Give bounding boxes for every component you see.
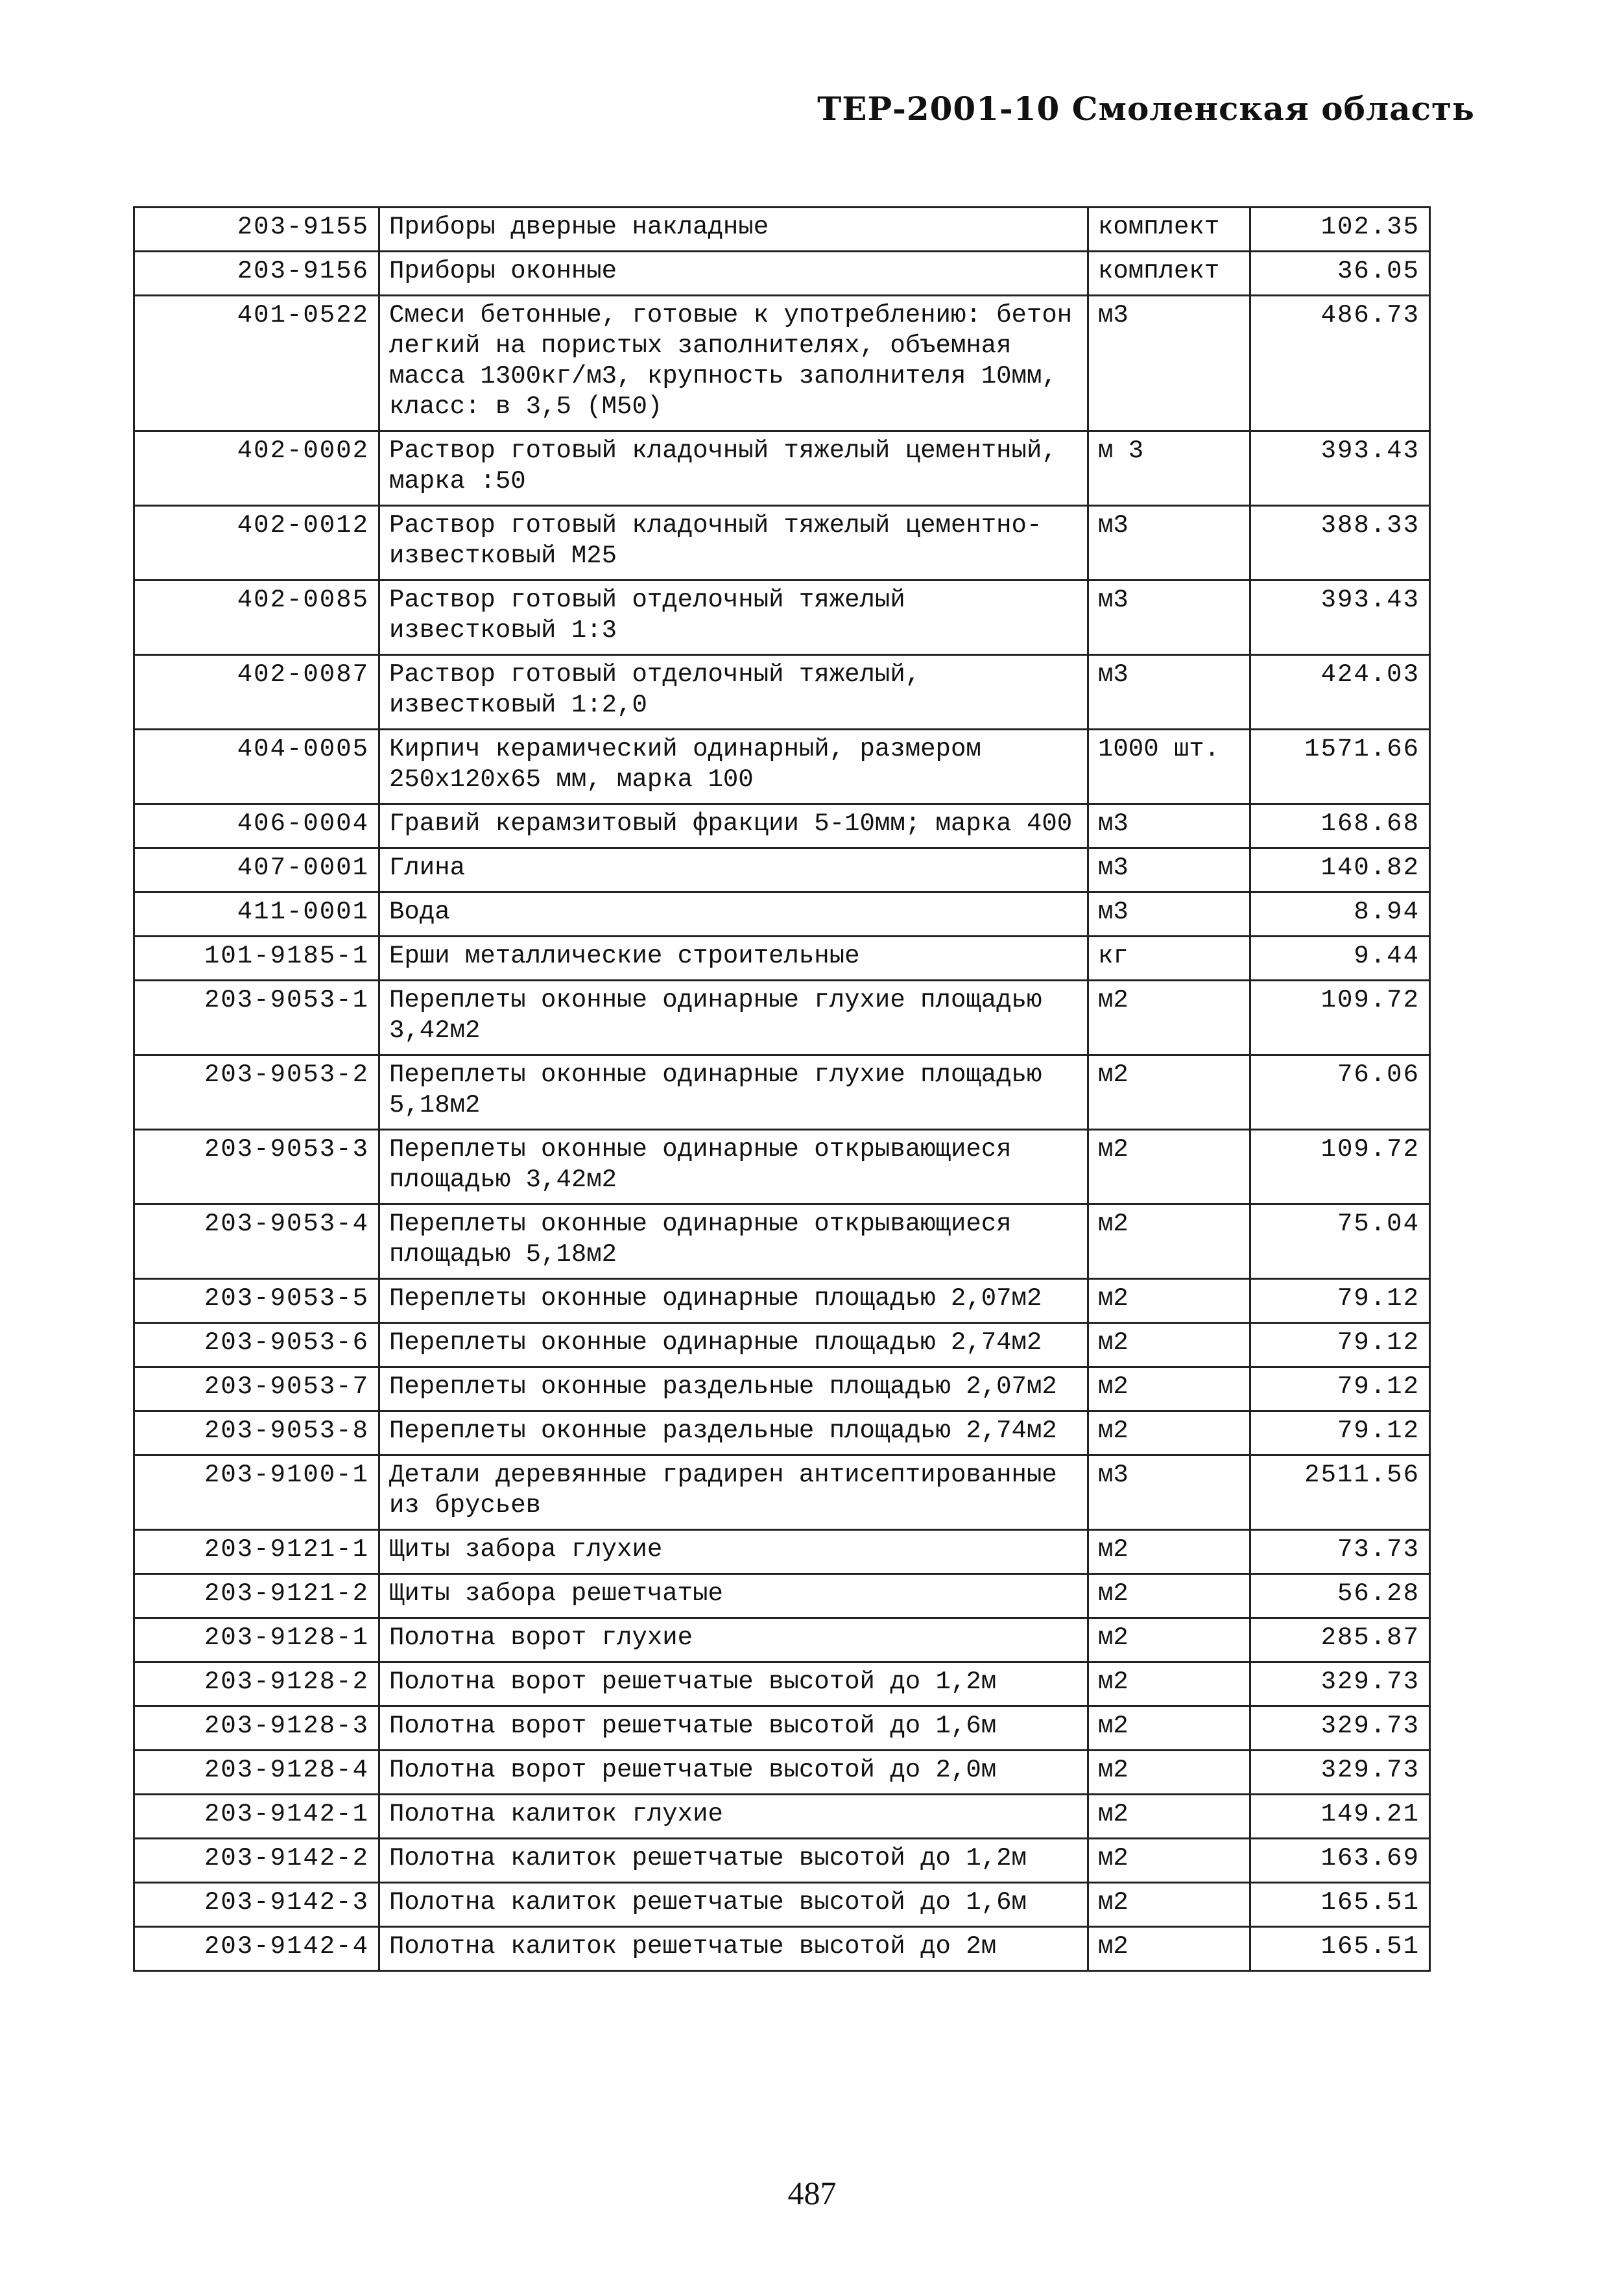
unit-cell: м2 xyxy=(1088,981,1250,1055)
name-cell: Щиты забора решетчатые xyxy=(379,1574,1088,1618)
price-cell: 424.03 xyxy=(1250,655,1430,730)
price-cell: 109.72 xyxy=(1250,981,1430,1055)
table-row xyxy=(134,1455,1430,1530)
name-cell: Раствор готовый отделочный тяжелый, известковый 1:2,0 xyxy=(379,655,1088,730)
table-row xyxy=(134,208,1430,252)
table-row xyxy=(134,937,1430,981)
price-cell: 393.43 xyxy=(1250,431,1430,506)
name-cell: Переплеты оконные одинарные площадью 2,74м2 xyxy=(379,1323,1088,1367)
table-row xyxy=(134,296,1430,431)
price-table-body xyxy=(134,208,1430,1971)
table-row xyxy=(134,1411,1430,1455)
unit-cell: м2 xyxy=(1088,1323,1250,1367)
name-cell: Смеси бетонные, готовые к употреблению: бетон легкий на пористых заполнителях, объемная масса 1300кг/м3, крупность заполнителя 10мм, класс: в 3,5 (М50) xyxy=(379,296,1088,431)
table-row xyxy=(134,1574,1430,1618)
table-row xyxy=(134,1706,1430,1751)
code-cell: 203-9128-4 xyxy=(134,1751,379,1795)
table-row xyxy=(134,1662,1430,1706)
price-cell: 102.35 xyxy=(1250,208,1430,252)
unit-cell: м2 xyxy=(1088,1839,1250,1883)
price-cell: 79.12 xyxy=(1250,1323,1430,1367)
table-row xyxy=(134,1279,1430,1323)
name-cell: Приборы дверные накладные xyxy=(379,208,1088,252)
price-table xyxy=(133,206,1431,1972)
unit-cell: м3 xyxy=(1088,1455,1250,1530)
unit-cell: кг xyxy=(1088,937,1250,981)
unit-cell: м2 xyxy=(1088,1883,1250,1927)
name-cell: Щиты забора глухие xyxy=(379,1530,1088,1574)
unit-cell: м2 xyxy=(1088,1927,1250,1971)
code-cell: 203-9121-1 xyxy=(134,1530,379,1574)
price-cell: 73.73 xyxy=(1250,1530,1430,1574)
unit-cell: м3 xyxy=(1088,655,1250,730)
price-cell: 149.21 xyxy=(1250,1795,1430,1839)
table-row xyxy=(134,1367,1430,1411)
code-cell: 406-0004 xyxy=(134,804,379,848)
name-cell: Гравий керамзитовый фракции 5-10мм; марка 400 xyxy=(379,804,1088,848)
name-cell: Полотна ворот решетчатые высотой до 1,6м xyxy=(379,1706,1088,1751)
code-cell: 203-9100-1 xyxy=(134,1455,379,1530)
name-cell: Ерши металлические строительные xyxy=(379,937,1088,981)
unit-cell: м 3 xyxy=(1088,431,1250,506)
table-row xyxy=(134,1795,1430,1839)
table-row xyxy=(134,848,1430,892)
unit-cell: м3 xyxy=(1088,506,1250,580)
code-cell: 203-9156 xyxy=(134,252,379,296)
unit-cell: комплект xyxy=(1088,208,1250,252)
code-cell: 203-9053-3 xyxy=(134,1130,379,1204)
code-cell: 203-9053-7 xyxy=(134,1367,379,1411)
code-cell: 203-9142-2 xyxy=(134,1839,379,1883)
code-cell: 203-9053-4 xyxy=(134,1204,379,1279)
price-cell: 36.05 xyxy=(1250,252,1430,296)
price-cell: 140.82 xyxy=(1250,848,1430,892)
table-row xyxy=(134,804,1430,848)
unit-cell: м2 xyxy=(1088,1204,1250,1279)
price-cell: 388.33 xyxy=(1250,506,1430,580)
name-cell: Полотна ворот решетчатые высотой до 2,0м xyxy=(379,1751,1088,1795)
price-cell: 165.51 xyxy=(1250,1883,1430,1927)
name-cell: Переплеты оконные одинарные открывающиеся площадью 5,18м2 xyxy=(379,1204,1088,1279)
table-row xyxy=(134,580,1430,655)
code-cell: 404-0005 xyxy=(134,730,379,804)
name-cell: Полотна калиток глухие xyxy=(379,1795,1088,1839)
table-row xyxy=(134,655,1430,730)
code-cell: 203-9142-1 xyxy=(134,1795,379,1839)
price-cell: 56.28 xyxy=(1250,1574,1430,1618)
code-cell: 203-9128-3 xyxy=(134,1706,379,1751)
price-cell: 8.94 xyxy=(1250,892,1430,937)
code-cell: 402-0085 xyxy=(134,580,379,655)
code-cell: 203-9053-5 xyxy=(134,1279,379,1323)
price-cell: 79.12 xyxy=(1250,1411,1430,1455)
price-table-container xyxy=(133,206,1429,1972)
code-cell: 203-9142-4 xyxy=(134,1927,379,1971)
table-row xyxy=(134,1839,1430,1883)
code-cell: 401-0522 xyxy=(134,296,379,431)
table-row xyxy=(134,1751,1430,1795)
name-cell: Переплеты оконные одинарные глухие площадью 3,42м2 xyxy=(379,981,1088,1055)
unit-cell: м2 xyxy=(1088,1751,1250,1795)
code-cell: 203-9128-2 xyxy=(134,1662,379,1706)
unit-cell: м2 xyxy=(1088,1618,1250,1662)
code-cell: 203-9053-2 xyxy=(134,1055,379,1130)
name-cell: Переплеты оконные одинарные площадью 2,07м2 xyxy=(379,1279,1088,1323)
page-number: 487 xyxy=(787,2175,837,2211)
table-row xyxy=(134,1055,1430,1130)
code-cell: 402-0087 xyxy=(134,655,379,730)
name-cell: Переплеты оконные раздельные площадью 2,07м2 xyxy=(379,1367,1088,1411)
price-cell: 76.06 xyxy=(1250,1055,1430,1130)
name-cell: Раствор готовый кладочный тяжелый цементный, марка :50 xyxy=(379,431,1088,506)
code-cell: 203-9053-8 xyxy=(134,1411,379,1455)
name-cell: Переплеты оконные одинарные открывающиеся площадью 3,42м2 xyxy=(379,1130,1088,1204)
price-cell: 79.12 xyxy=(1250,1367,1430,1411)
name-cell: Приборы оконные xyxy=(379,252,1088,296)
table-row xyxy=(134,1130,1430,1204)
price-cell: 329.73 xyxy=(1250,1706,1430,1751)
unit-cell: м3 xyxy=(1088,580,1250,655)
page-header-title: ТЕР-2001-10 Смоленская область xyxy=(817,90,1475,128)
table-row xyxy=(134,981,1430,1055)
code-cell: 203-9121-2 xyxy=(134,1574,379,1618)
price-cell: 9.44 xyxy=(1250,937,1430,981)
name-cell: Вода xyxy=(379,892,1088,937)
name-cell: Переплеты оконные одинарные глухие площадью 5,18м2 xyxy=(379,1055,1088,1130)
table-row xyxy=(134,1927,1430,1971)
table-row xyxy=(134,730,1430,804)
code-cell: 203-9155 xyxy=(134,208,379,252)
code-cell: 203-9053-6 xyxy=(134,1323,379,1367)
unit-cell: м2 xyxy=(1088,1574,1250,1618)
name-cell: Полотна ворот глухие xyxy=(379,1618,1088,1662)
price-cell: 329.73 xyxy=(1250,1751,1430,1795)
name-cell: Глина xyxy=(379,848,1088,892)
price-cell: 109.72 xyxy=(1250,1130,1430,1204)
price-cell: 168.68 xyxy=(1250,804,1430,848)
code-cell: 203-9128-1 xyxy=(134,1618,379,1662)
price-cell: 165.51 xyxy=(1250,1927,1430,1971)
unit-cell: м3 xyxy=(1088,892,1250,937)
table-row xyxy=(134,506,1430,580)
unit-cell: м2 xyxy=(1088,1130,1250,1204)
code-cell: 402-0012 xyxy=(134,506,379,580)
table-row xyxy=(134,1323,1430,1367)
price-cell: 486.73 xyxy=(1250,296,1430,431)
unit-cell: м2 xyxy=(1088,1662,1250,1706)
unit-cell: м2 xyxy=(1088,1530,1250,1574)
table-row xyxy=(134,1204,1430,1279)
code-cell: 203-9053-1 xyxy=(134,981,379,1055)
unit-cell: м2 xyxy=(1088,1411,1250,1455)
unit-cell: м2 xyxy=(1088,1706,1250,1751)
table-row xyxy=(134,431,1430,506)
price-cell: 393.43 xyxy=(1250,580,1430,655)
price-cell: 2511.56 xyxy=(1250,1455,1430,1530)
code-cell: 411-0001 xyxy=(134,892,379,937)
code-cell: 407-0001 xyxy=(134,848,379,892)
name-cell: Кирпич керамический одинарный, размером 250х120х65 мм, марка 100 xyxy=(379,730,1088,804)
unit-cell: м2 xyxy=(1088,1795,1250,1839)
table-row xyxy=(134,252,1430,296)
price-cell: 163.69 xyxy=(1250,1839,1430,1883)
unit-cell: комплект xyxy=(1088,252,1250,296)
price-cell: 75.04 xyxy=(1250,1204,1430,1279)
name-cell: Полотна калиток решетчатые высотой до 1,6м xyxy=(379,1883,1088,1927)
code-cell: 101-9185-1 xyxy=(134,937,379,981)
code-cell: 203-9142-3 xyxy=(134,1883,379,1927)
unit-cell: 1000 шт. xyxy=(1088,730,1250,804)
table-row xyxy=(134,1530,1430,1574)
table-row xyxy=(134,1883,1430,1927)
name-cell: Раствор готовый кладочный тяжелый цементно-известковый М25 xyxy=(379,506,1088,580)
name-cell: Полотна калиток решетчатые высотой до 2м xyxy=(379,1927,1088,1971)
unit-cell: м2 xyxy=(1088,1279,1250,1323)
code-cell: 402-0002 xyxy=(134,431,379,506)
name-cell: Полотна ворот решетчатые высотой до 1,2м xyxy=(379,1662,1088,1706)
name-cell: Переплеты оконные раздельные площадью 2,74м2 xyxy=(379,1411,1088,1455)
table-row xyxy=(134,1618,1430,1662)
price-cell: 285.87 xyxy=(1250,1618,1430,1662)
price-cell: 329.73 xyxy=(1250,1662,1430,1706)
name-cell: Полотна калиток решетчатые высотой до 1,2м xyxy=(379,1839,1088,1883)
table-row xyxy=(134,892,1430,937)
name-cell: Детали деревянные градирен антисептированные из брусьев xyxy=(379,1455,1088,1530)
unit-cell: м3 xyxy=(1088,848,1250,892)
price-cell: 1571.66 xyxy=(1250,730,1430,804)
unit-cell: м3 xyxy=(1088,804,1250,848)
price-cell: 79.12 xyxy=(1250,1279,1430,1323)
unit-cell: м2 xyxy=(1088,1367,1250,1411)
name-cell: Раствор готовый отделочный тяжелый известковый 1:3 xyxy=(379,580,1088,655)
unit-cell: м3 xyxy=(1088,296,1250,431)
unit-cell: м2 xyxy=(1088,1055,1250,1130)
